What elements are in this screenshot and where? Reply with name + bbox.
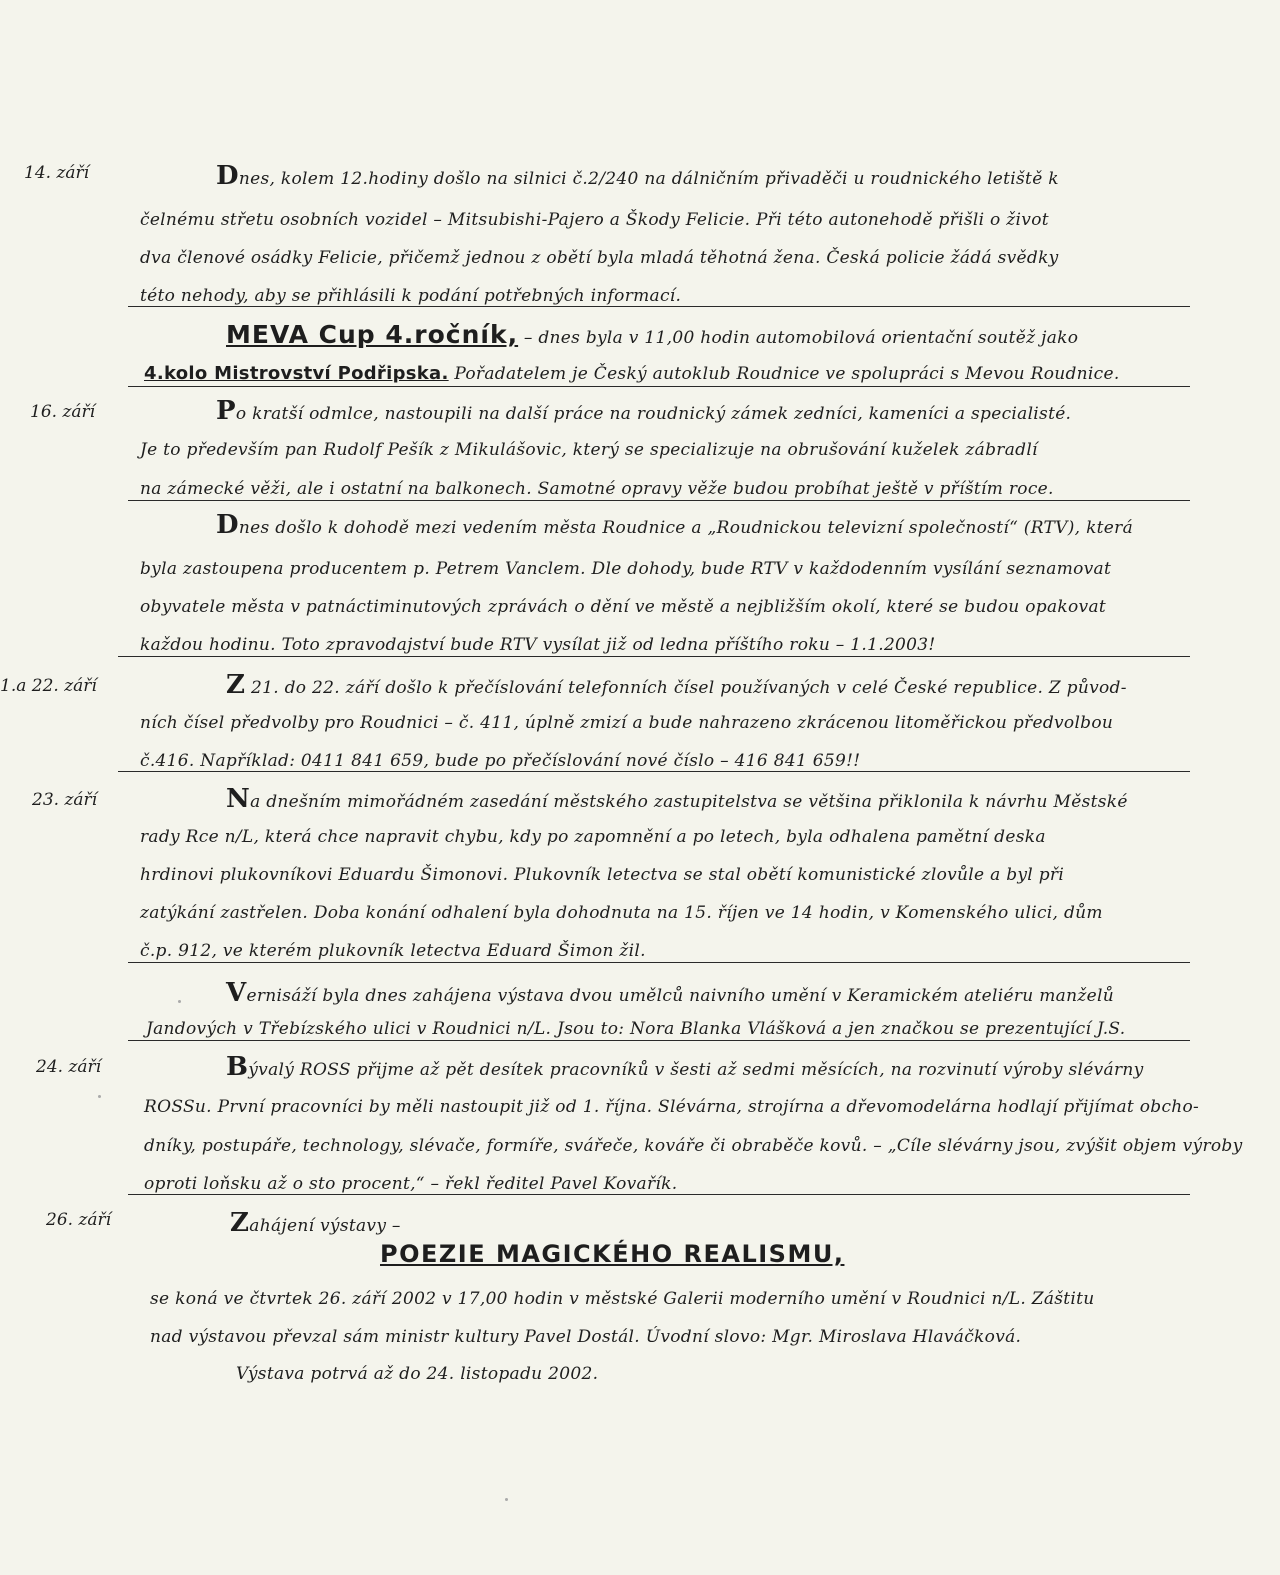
- paper-speck: [98, 1095, 101, 1098]
- date-26: 26. září: [46, 1210, 112, 1230]
- entry-7-line-1: [226, 980, 1114, 1006]
- entry-6-line-3: hrdinovi plukovníkovi Eduardu Šimonovi. Plukovník letectva se stal obětí komunistické zlovůle a byl při: [140, 865, 1065, 885]
- text: nes, kolem 12.hodiny došlo na silnici č.2/240 na dálničním přivaděči u roudnického letiště k: [238, 169, 1059, 189]
- entry-4-line-3: obyvatele města v patnáctiminutových zprávách o dění ve městě a nejbližším okolí, které se budou opakovat: [140, 597, 1107, 617]
- drop-initial: N: [226, 784, 251, 814]
- drop-initial: V: [226, 978, 247, 1008]
- exhibition-title: POEZIE MAGICKÉHO REALISMU,: [380, 1240, 845, 1268]
- entry-5-line-1: [226, 672, 1127, 698]
- entry-1-line-4: této nehody, aby se přihlásili k podání potřebných informací.: [140, 286, 682, 306]
- text: ernisáží byla dnes zahájena výstava dvou umělců naivního umění v Keramickém ateliéru manželů: [246, 986, 1114, 1006]
- drop-initial: Z: [226, 670, 246, 700]
- entry-1-line-3: dva členové osádky Felicie, přičemž jednou z obětí byla mladá těhotná žena. Česká policie žádá svědky: [140, 248, 1059, 268]
- entry-9-line-2: se koná ve čtvrtek 26. září 2002 v 17,00 hodin v městské Galerii moderního umění v Roudnici n/L. Záštitu: [150, 1289, 1095, 1309]
- date-14: 14. září: [24, 163, 90, 183]
- date-21-22: 1.a 22. září: [0, 676, 97, 696]
- entry-2-line-2: [144, 365, 1120, 383]
- text: ahájení výstavy –: [249, 1216, 401, 1236]
- separator-rule: [118, 771, 1190, 772]
- entry-6-line-5: č.p. 912, ve kterém plukovník letectva Eduard Šimon žil.: [140, 941, 646, 961]
- entry-9-line-4: Výstava potrvá až do 24. listopadu 2002.: [236, 1364, 599, 1384]
- entry-8-line-4: oproti loňsku až o sto procent,“ – řekl ředitel Pavel Kovařík.: [144, 1174, 678, 1194]
- separator-rule: [128, 386, 1190, 387]
- drop-initial: B: [226, 1052, 249, 1082]
- paper-speck: [505, 1498, 508, 1501]
- entry-8-line-1: [226, 1054, 1144, 1080]
- entry-6-line-2: rady Rce n/L, která chce napravit chybu, kdy po zapomnění a po letech, byla odhalena pamětní deska: [140, 827, 1046, 847]
- entry-3-line-1: [216, 398, 1071, 424]
- date-16: 16. září: [30, 402, 96, 422]
- entry-1-line-1: [216, 163, 1059, 189]
- entry-2-line-1: [226, 322, 1078, 347]
- entry-4-line-4: každou hodinu. Toto zpravodajství bude RTV vysílat již od ledna příštího roku – 1.1.2003!: [140, 635, 936, 655]
- text: – dnes byla v 11,00 hodin automobilová orientační soutěž jako: [518, 328, 1079, 348]
- entry-8-line-3: dníky, postupáře, technology, slévače, formíře, svářeče, kováře či obraběče kovů. – „Cíle slévárny jsou, zvýšit objem výroby: [144, 1136, 1243, 1156]
- meva-cup-heading: MEVA Cup 4.ročník,: [226, 320, 519, 349]
- text: o kratší odmlce, nastoupili na další práce na roudnický zámek zedníci, kameníci a specialisté.: [235, 404, 1072, 424]
- separator-rule: [128, 1040, 1190, 1041]
- entry-5-line-3: č.416. Například: 0411 841 659, bude po přečíslování nové číslo – 416 841 659!!: [140, 751, 861, 771]
- text: Pořadatelem je Český autoklub Roudnice ve spolupráci s Mevou Roudnice.: [448, 364, 1120, 384]
- separator-rule: [128, 962, 1190, 963]
- separator-rule: [128, 1194, 1190, 1195]
- entry-4-line-2: byla zastoupena producentem p. Petrem Vanclem. Dle dohody, bude RTV v každodenním vysílání seznamovat: [140, 559, 1112, 579]
- date-24: 24. září: [36, 1057, 102, 1077]
- entry-9-line-1: [230, 1210, 401, 1236]
- entry-5-line-2: ních čísel předvolby pro Roudnici – č. 411, úplně zmizí a bude nahrazeno zkrácenou litoměřickou předvolbou: [140, 713, 1114, 733]
- text: a dnešním mimořádném zasedání městského zastupitelstva se většina přiklonila k návrhu Městské: [250, 792, 1128, 812]
- text: nes došlo k dohodě mezi vedením města Roudnice a „Roudnickou televizní společností“ (RTV), která: [238, 518, 1134, 538]
- entry-8-line-2: ROSSu. První pracovníci by měli nastoupit již od 1. října. Slévárna, strojírna a dřevomodelárna hodlají přijímat obcho-: [144, 1097, 1200, 1117]
- text: 21. do 22. září došlo k přečíslování telefonních čísel používaných v celé České republice. Z původ-: [245, 678, 1127, 698]
- entry-3-line-2: Je to především pan Rudolf Pešík z Mikulášovic, který se specializuje na obrušování kuželek zábradlí: [140, 440, 1038, 460]
- drop-initial: D: [216, 510, 239, 540]
- entry-9-line-3: nad výstavou převzal sám ministr kultury Pavel Dostál. Úvodní slovo: Mgr. Miroslava Hlaváčková.: [150, 1327, 1022, 1347]
- date-23: 23. září: [32, 790, 98, 810]
- entry-4-line-1: [216, 512, 1133, 538]
- entry-3-line-3: na zámecké věži, ale i ostatní na balkonech. Samotné opravy věže budou probíhat ještě v příštím roce.: [140, 479, 1054, 499]
- paper-speck: [178, 1000, 181, 1003]
- separator-rule: [128, 306, 1190, 307]
- drop-initial: P: [216, 396, 236, 426]
- drop-initial: Z: [230, 1208, 250, 1238]
- entry-1-line-2: čelnému střetu osobních vozidel – Mitsubishi-Pajero a Škody Felicie. Při této autonehodě přišli o život: [140, 210, 1049, 230]
- text: ývalý ROSS přijme až pět desítek pracovníků v šesti až sedmi měsících, na rozvinutí výroby slévárny: [248, 1060, 1144, 1080]
- separator-rule: [128, 500, 1190, 501]
- separator-rule: [118, 656, 1190, 657]
- entry-7-line-2: Jandových v Třebízského ulici v Roudnici n/L. Jsou to: Nora Blanka Vlášková a jen značkou se prezentující J.S.: [146, 1019, 1126, 1039]
- kolo-heading: 4.kolo Mistrovství Podřipska.: [144, 363, 449, 384]
- entry-6-line-4: zatýkání zastřelen. Doba konání odhalení byla dohodnuta na 15. říjen ve 14 hodin, v Komenského ulici, dům: [140, 903, 1103, 923]
- entry-6-line-1: [226, 786, 1128, 812]
- drop-initial: D: [216, 161, 239, 191]
